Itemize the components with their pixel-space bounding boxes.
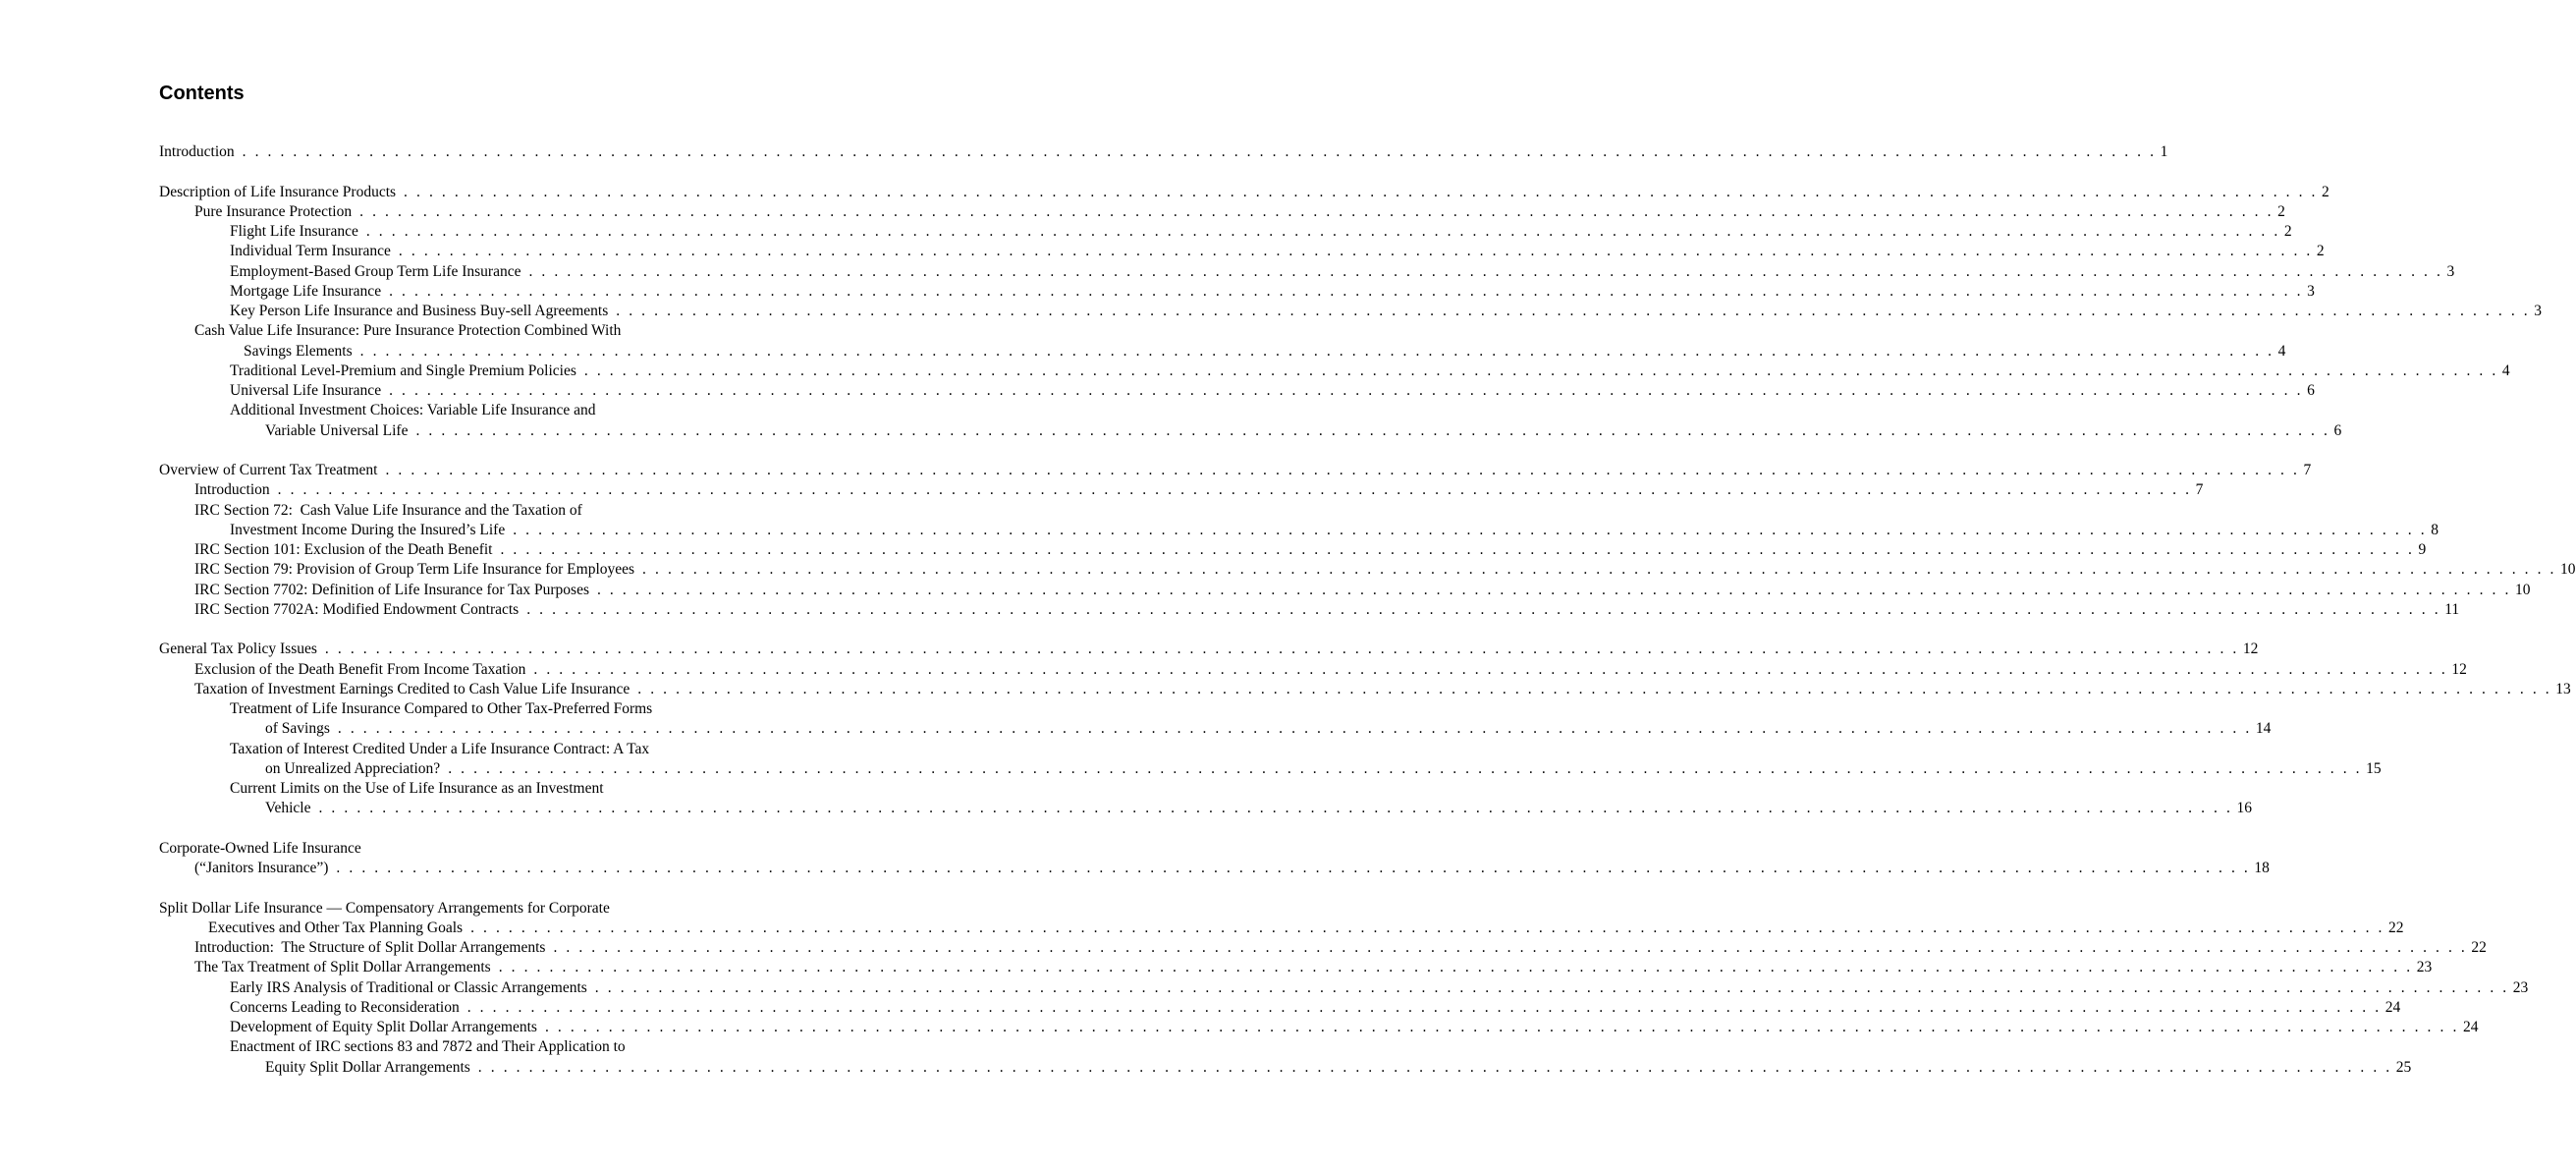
toc-entry-title: General Tax Policy Issues [159, 641, 317, 658]
contents-heading: Contents [159, 83, 245, 104]
dot-leader [616, 302, 2530, 321]
toc-entry-title: (“Janitors Insurance”) [194, 860, 329, 876]
toc-page-number: 9 [2418, 541, 2427, 558]
dot-leader [404, 183, 2318, 202]
dot-leader [584, 362, 2498, 381]
dot-leader [595, 978, 2509, 998]
toc-entry[interactable] [0, 321, 2286, 362]
dot-leader [360, 342, 2275, 362]
toc-entry[interactable] [0, 978, 2529, 998]
toc-entry[interactable] [0, 938, 2487, 958]
toc-entry-title: Variable Universal Life [265, 421, 409, 439]
toc-entry-title: Description of Life Insurance Products [159, 183, 397, 200]
toc-page-number: 3 [2534, 303, 2542, 319]
dot-leader [389, 381, 2303, 401]
toc-entry[interactable] [0, 242, 2325, 261]
toc-page-number: 24 [2384, 998, 2401, 1016]
toc-entry-title: Introduction: The Structure of Split Dollar Arrangements [194, 939, 546, 956]
toc-entry-title: Equity Split Dollar Arrangements [265, 1058, 470, 1076]
toc-entry[interactable] [0, 958, 2433, 977]
dot-leader [338, 719, 2252, 739]
toc-page-number: 16 [2236, 800, 2252, 817]
toc-entry-title: Executives and Other Tax Planning Goals [208, 919, 464, 936]
toc-entry-title: Exclusion of the Death Benefit From Income Taxation [194, 660, 526, 678]
toc-entry[interactable] [0, 461, 2312, 480]
toc-entry[interactable] [0, 699, 2272, 740]
dot-leader [318, 799, 2232, 818]
toc-page-number: 7 [2303, 462, 2312, 478]
toc-entry-title: Pure Insurance Protection [194, 202, 353, 220]
toc-entry[interactable] [0, 480, 2204, 500]
toc-entry-title: Treatment of Life Insurance Compared to Other Tax-Preferred Forms [230, 700, 653, 717]
toc-entry-title: IRC Section 7702A: Modified Endowment Contracts [194, 600, 520, 618]
dot-leader [637, 680, 2551, 699]
toc-entry-title: Flight Life Insurance [230, 223, 358, 240]
toc-page-number: 14 [2255, 720, 2272, 738]
toc-entry-title: Introduction [194, 481, 270, 499]
dot-leader [389, 282, 2303, 302]
toc-entry-title: IRC Section 101: Exclusion of the Death Benefit [194, 541, 493, 558]
toc-page-number: 22 [2388, 919, 2404, 936]
toc-entry-title: Individual Term Insurance [230, 243, 391, 260]
toc-entry[interactable] [0, 183, 2329, 202]
toc-entry[interactable] [0, 740, 2382, 780]
toc-entry-title: The Tax Treatment of Split Dollar Arrangements [194, 959, 491, 976]
toc-entry[interactable] [0, 560, 2576, 580]
table-of-contents [0, 142, 2576, 1078]
toc-entry-title: Traditional Level-Premium and Single Premium Policies [230, 362, 576, 379]
toc-entry-title: Additional Investment Choices: Variable Life Insurance and [230, 402, 596, 419]
toc-entry-title: Development of Equity Split Dollar Arrangements [230, 1019, 537, 1035]
toc-entry-title: IRC Section 79: Provision of Group Term Life Insurance for Employees [194, 561, 635, 579]
toc-entry-title: Key Person Life Insurance and Business Buy-sell Agreements [230, 303, 609, 319]
toc-entry-title: Savings Elements [244, 342, 353, 360]
toc-entry-title: Vehicle [265, 800, 311, 817]
toc-entry[interactable] [0, 899, 2404, 939]
dot-leader [642, 560, 2556, 580]
toc-page-number: 10 [2514, 581, 2531, 598]
toc-entry[interactable] [0, 660, 2467, 680]
toc-entry-title: IRC Section 7702: Definition of Life Insurance for Tax Purposes [194, 581, 589, 598]
toc-entry[interactable] [0, 142, 2168, 162]
toc-page-number: 6 [2307, 382, 2315, 399]
toc-entry-title: Introduction [159, 143, 235, 160]
toc-entry-title: Taxation of Investment Earnings Credited to Cash Value Life Insurance [194, 680, 630, 697]
toc-entry-title: Overview of Current Tax Treatment [159, 462, 378, 478]
toc-page-number: 2 [2316, 243, 2325, 260]
toc-page-number: 12 [2242, 641, 2259, 658]
toc-entry-title: Split Dollar Life Insurance — Compensatory Arrangements for Corporate [159, 899, 610, 917]
dot-leader [336, 859, 2250, 878]
toc-page-number: 25 [2395, 1058, 2412, 1076]
dot-leader [278, 480, 2192, 500]
toc-entry[interactable] [0, 401, 2342, 441]
toc-entry[interactable] [0, 540, 2427, 560]
dot-leader [528, 262, 2442, 282]
dot-leader [359, 202, 2274, 222]
dot-leader [499, 958, 2413, 977]
toc-page-number: 1 [2160, 143, 2168, 160]
toc-entry[interactable] [0, 1037, 2412, 1078]
toc-entry-title: Early IRS Analysis of Traditional or Classic Arrangements [230, 978, 587, 996]
dot-leader [243, 142, 2157, 162]
toc-entry-title: on Unrealized Appreciation? [265, 759, 441, 777]
dot-leader [533, 660, 2447, 680]
toc-entry-title: Mortgage Life Insurance [230, 282, 382, 300]
toc-entry-title: Universal Life Insurance [230, 382, 382, 399]
toc-entry-title: Current Limits on the Use of Life Insurance as an Investment [230, 780, 604, 797]
toc-entry[interactable] [0, 779, 2252, 819]
toc-entry[interactable] [0, 581, 2531, 600]
dot-leader [325, 640, 2239, 659]
toc-entry[interactable] [0, 680, 2571, 699]
toc-page-number: 24 [2462, 1019, 2479, 1035]
toc-page-number: 8 [2431, 521, 2439, 538]
toc-page-number: 7 [2195, 481, 2204, 499]
toc-entry[interactable] [0, 362, 2510, 381]
toc-entry-title: Employment-Based Group Term Life Insurance [230, 262, 521, 280]
toc-page-number: 2 [2283, 223, 2292, 240]
toc-page-number: 13 [2555, 680, 2571, 697]
toc-entry[interactable] [0, 302, 2542, 321]
toc-page-number: 2 [2277, 202, 2285, 220]
toc-page-number: 18 [2254, 860, 2270, 876]
toc-entry[interactable] [0, 600, 2460, 620]
toc-page-number: 11 [2444, 600, 2460, 618]
dot-leader [470, 919, 2384, 938]
toc-entry[interactable] [0, 998, 2401, 1018]
toc-page-number: 2 [2322, 183, 2329, 200]
dot-leader [513, 521, 2427, 540]
toc-page-number: 4 [2277, 342, 2286, 360]
toc-page-number: 3 [2446, 262, 2455, 280]
toc-page-number: 23 [2512, 978, 2529, 996]
toc-page-number: 23 [2416, 959, 2433, 976]
dot-leader [597, 581, 2511, 600]
toc-entry-title: IRC Section 72: Cash Value Life Insurance and the Taxation of [194, 501, 582, 519]
toc-page-number: 15 [2366, 759, 2382, 777]
toc-entry-title: Cash Value Life Insurance: Pure Insurance Protection Combined With [194, 322, 622, 340]
dot-leader [385, 461, 2299, 480]
toc-page-number: 3 [2307, 282, 2315, 300]
toc-entry[interactable] [0, 222, 2292, 242]
toc-entry-title: Enactment of IRC sections 83 and 7872 and Their Application to [230, 1038, 626, 1056]
toc-page-number: 22 [2471, 939, 2487, 956]
dot-leader [526, 600, 2440, 620]
toc-entry[interactable] [0, 640, 2259, 659]
toc-page-number: 10 [2560, 561, 2576, 579]
dot-leader [500, 540, 2414, 560]
toc-page-number: 12 [2451, 660, 2467, 678]
toc-entry-title: of Savings [265, 720, 330, 738]
toc-entry-title: Taxation of Interest Credited Under a Life Insurance Contract: A Tax [230, 740, 650, 757]
toc-entry-title: Investment Income During the Insured’s Life [230, 521, 506, 538]
dot-leader [399, 242, 2313, 261]
dot-leader [415, 421, 2329, 441]
toc-entry[interactable] [0, 262, 2455, 282]
dot-leader [366, 222, 2280, 242]
toc-entry[interactable] [0, 381, 2315, 401]
dot-leader [448, 759, 2362, 779]
dot-leader [467, 998, 2382, 1018]
dot-leader [478, 1058, 2392, 1078]
dot-leader [553, 938, 2467, 958]
toc-entry[interactable] [0, 839, 2270, 879]
toc-page-number: 6 [2333, 421, 2342, 439]
toc-entry[interactable] [0, 1018, 2479, 1037]
toc-entry-title: Corporate-Owned Life Insurance [159, 839, 361, 857]
dot-leader [545, 1018, 2459, 1037]
toc-entry[interactable] [0, 282, 2315, 302]
toc-entry[interactable] [0, 202, 2285, 222]
toc-page-number: 4 [2501, 362, 2510, 379]
toc-entry[interactable] [0, 501, 2439, 541]
toc-entry-title: Concerns Leading to Reconsideration [230, 998, 460, 1016]
